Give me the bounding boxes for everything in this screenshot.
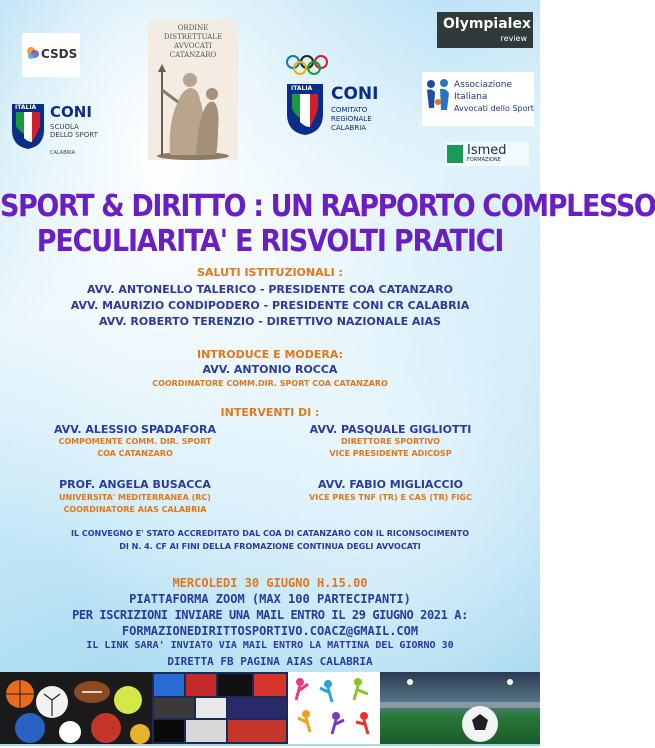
saluti-line: AVV. MAURIZIO CONDIPODERO - PRESIDENTE CONI CR CALABRIA <box>70 299 470 312</box>
italia-label: ITALIA <box>15 104 37 111</box>
speaker-name: AVV. PASQUALE GIGLIOTTI <box>309 423 472 436</box>
saluti-heading: SALUTI ISTITUZIONALI : <box>197 266 343 279</box>
coni-comitato-line2: REGIONALE <box>331 115 372 123</box>
sponsors-collage-image <box>152 672 288 744</box>
speaker-role: COORDINATORE AIAS CALABRIA <box>63 505 207 514</box>
ismed-logo <box>445 142 529 166</box>
speaker-role: COMPOMENTE COMM. DIR. SPORT <box>58 437 212 446</box>
event-title-line2: PECULIARITA' E RISVOLTI PRATICI <box>36 224 504 259</box>
accreditation-line: DI N. 4. CF AI FINI DELLA FROMAZIONE CONTINUA DEGLI AVVOCATI <box>119 542 421 551</box>
aias-figures-icon <box>424 78 454 114</box>
aias-line1: Associazione <box>454 80 512 90</box>
olympialex-sub: review <box>500 34 527 43</box>
speaker-role: VICE PRES TNF (TR) E CAS (TR) FIGC <box>309 493 472 502</box>
coni-scuola-line1: SCUOLA <box>50 123 79 131</box>
aias-line2: Italiana <box>454 92 488 102</box>
registration-email[interactable]: FORMAZIONEDIRITTOSPORTIVO.COACZ@GMAIL.COM <box>121 624 419 638</box>
registration-info: PER ISCRIZIONI INVIARE UNA MAIL ENTRO IL 29 GIUGNO 2021 A: <box>72 608 468 622</box>
stadium-football-image <box>380 672 540 744</box>
coni-comitato-line3: CALABRIA <box>331 124 367 132</box>
justice-statue-icon <box>148 60 238 160</box>
coni-scuola-line2: DELLO SPORT <box>50 131 98 139</box>
coni-comitato-line1: COMITATO <box>331 106 368 114</box>
csds-logo <box>22 33 80 77</box>
event-date: MERCOLEDI 30 GIUGNO H.15.00 <box>172 576 368 590</box>
ordine-avvocati-logo <box>148 20 238 160</box>
athletes-icons-image <box>288 672 380 744</box>
bottom-image-strip <box>0 672 540 746</box>
ordine-line4: CATANZARO <box>169 51 217 59</box>
speaker-role: DIRETTORE SPORTIVO <box>340 437 441 446</box>
speaker-role: COA CATANZARO <box>97 449 173 458</box>
saluti-line: AVV. ROBERTO TERENZIO - DIRETTIVO NAZIONALE AIAS <box>99 315 441 328</box>
interventi-heading: INTERVENTI DI : <box>220 406 320 419</box>
diretta-fb: DIRETTA FB PAGINA AIAS CALABRIA <box>167 655 373 668</box>
italia-label: ITALIA <box>291 85 313 92</box>
ismed-mark-icon <box>447 145 463 163</box>
olympialex-text: Olympialex <box>443 16 532 32</box>
speaker-role: VICE PRESIDENTE ADICOSP <box>329 449 452 458</box>
sports-balls-image <box>0 672 152 744</box>
olympialex-logo <box>437 12 533 48</box>
introduce-heading: INTRODUCE E MODERA: <box>197 348 343 361</box>
speaker-name: PROF. ANGELA BUSACCA <box>59 478 211 491</box>
ordine-line3: AVVOCATI <box>174 42 212 50</box>
coni-scuola-region: CALABRIA <box>50 150 76 156</box>
csds-logo-text: CSDS <box>41 47 78 61</box>
aias-line3: Avvocati dello Sport <box>454 104 534 113</box>
event-platform: PIATTAFORMA ZOOM (MAX 100 PARTECIPANTI) <box>129 592 411 606</box>
coni-comitato-brand: CONI <box>331 84 379 104</box>
event-title-line1: SPORT & DIRITTO : UN RAPPORTO COMPLESSO <box>0 189 655 224</box>
ismed-sub: FORMAZIONE <box>467 157 501 163</box>
saluti-line: AVV. ANTONELLO TALERICO - PRESIDENTE COA CATANZARO <box>86 283 454 296</box>
moderator-role: COORDINATORE COMM.DIR. SPORT COA CATANZARO <box>152 379 388 388</box>
coni-scuola-logo <box>6 100 106 160</box>
ordine-line2: DISTRETTUALE <box>163 33 223 41</box>
moderator-name: AVV. ANTONIO ROCCA <box>202 363 338 376</box>
aias-logo <box>422 72 534 126</box>
ismed-text: Ismed <box>467 143 507 158</box>
link-info: IL LINK SARA' INVIATO VIA MAIL ENTRO LA MATTINA DEL GIORNO 30 <box>86 640 454 651</box>
ordine-line1: ORDINE <box>177 24 209 32</box>
coni-comitato-logo <box>281 54 391 142</box>
speaker-name: AVV. ALESSIO SPADAFORA <box>53 423 217 436</box>
speaker-role: UNIVERSITA' MEDITERRANEA (RC) <box>59 493 211 502</box>
csds-mark-icon <box>26 46 40 60</box>
speaker-name: AVV. FABIO MIGLIACCIO <box>317 478 464 491</box>
olympic-rings-icon <box>285 54 329 76</box>
accreditation-line: IL CONVEGNO E' STATO ACCREDITATO DAL COA DI CATANZARO CON IL RICONSOCIMENTO <box>70 529 470 538</box>
coni-scuola-brand: CONI <box>50 103 92 121</box>
